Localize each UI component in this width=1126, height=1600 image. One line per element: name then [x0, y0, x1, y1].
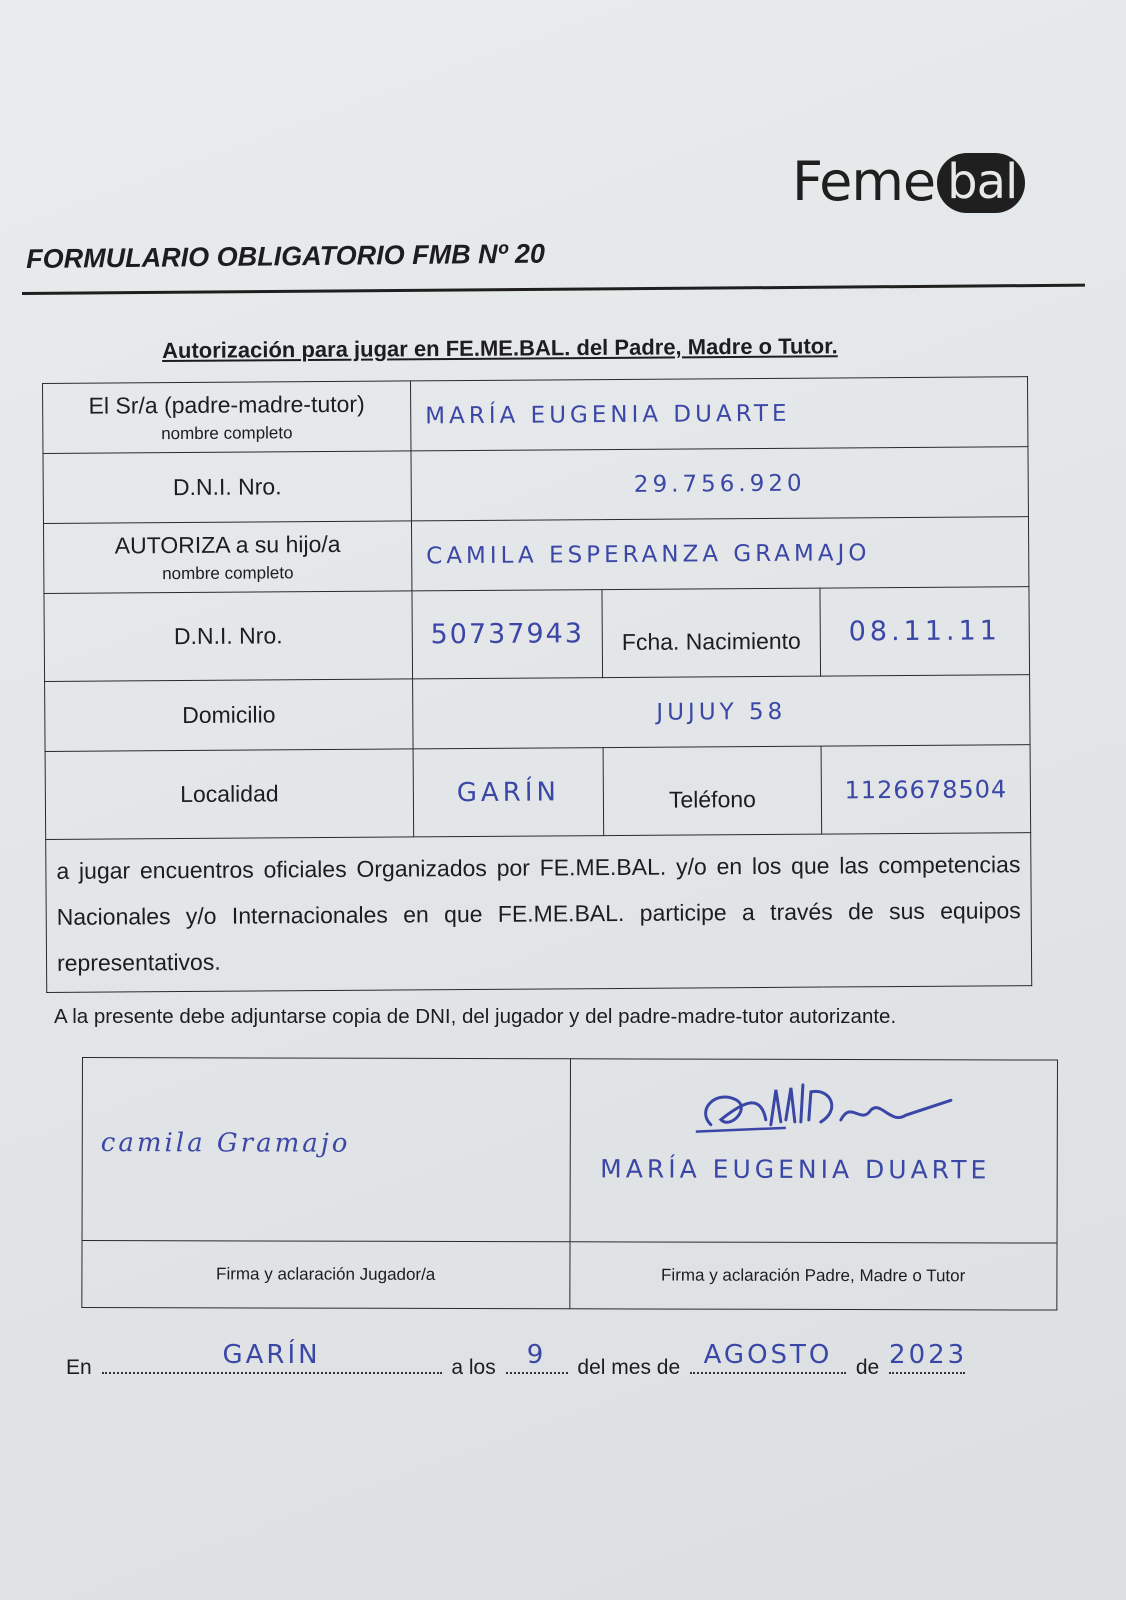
guardian-signature-box [570, 1059, 1058, 1243]
date-place-line [66, 1340, 969, 1380]
form-subtitle: Autorización para jugar en FE.ME.BAL. del Padre, Madre o Tutor. [162, 333, 838, 363]
address-label: Domicilio [45, 679, 413, 752]
form-title: FORMULARIO OBLIGATORIO FMB Nº 20 [26, 238, 546, 274]
place-field [102, 1340, 442, 1374]
guardian-signature-name: MARÍA EUGENIA DUARTE [600, 1154, 991, 1185]
phone-label: Teléfono [603, 746, 822, 836]
phone-value: 1126678504 [821, 745, 1031, 834]
player-signature-box [82, 1058, 570, 1242]
attachment-note: A la presente debe adjuntarse copia de DNI, del jugador y del padre-madre-tutor autorizante. [54, 1005, 897, 1028]
de-label: de [855, 1356, 880, 1379]
day-field [506, 1340, 568, 1374]
a-los-label: a los [451, 1356, 496, 1379]
birth-date-label: Fcha. Nacimiento [602, 588, 821, 678]
guardian-name-value: MARÍA EUGENIA DUARTE [410, 377, 1027, 451]
child-dni-label: D.N.I. Nro. [44, 591, 413, 682]
player-signature-name: camila Gramajo [100, 1128, 351, 1159]
month-value: AGOSTO [703, 1340, 833, 1370]
child-name-label: AUTORIZA a su hijo/a nombre completo [43, 521, 411, 594]
guardian-signature-scribble [690, 1070, 990, 1151]
place-value: GARÍN [222, 1340, 321, 1370]
femebal-logo: Feme bal [792, 150, 1025, 213]
city-value: GARÍN [413, 748, 604, 837]
year-field [889, 1340, 968, 1374]
city-label: Localidad [45, 749, 414, 840]
title-divider [22, 284, 1085, 295]
year-value: 2023 [889, 1340, 968, 1370]
authorization-paragraph: a jugar encuentros oficiales Organizados por FE.ME.BAL. y/o en los que las competencias Nacionales y/o Internacionales en que FE.ME.BAL. participe a través de sus equipos representativos. [46, 833, 1032, 993]
guardian-signature-caption: Firma y aclaración Padre, Madre o Tutor [569, 1242, 1057, 1310]
day-value: 9 [526, 1340, 547, 1370]
guardian-dni-value: 29.756.920 [411, 447, 1028, 521]
authorization-table [42, 376, 1032, 993]
child-dni-value: 50737943 [412, 590, 603, 679]
signature-table [81, 1057, 1058, 1311]
child-name-value: CAMILA ESPERANZA GRAMAJO [411, 517, 1028, 591]
month-field [690, 1340, 846, 1374]
address-value: JUJUY 58 [413, 675, 1030, 749]
guardian-name-label: El Sr/a (padre-madre-tutor) nombre completo [43, 381, 411, 454]
player-signature-caption: Firma y aclaración Jugador/a [82, 1241, 570, 1309]
guardian-dni-label: D.N.I. Nro. [43, 451, 411, 524]
birth-date-value: 08.11.11 [820, 587, 1030, 676]
mes-label: del mes de [577, 1356, 681, 1379]
en-label: En [66, 1356, 92, 1379]
